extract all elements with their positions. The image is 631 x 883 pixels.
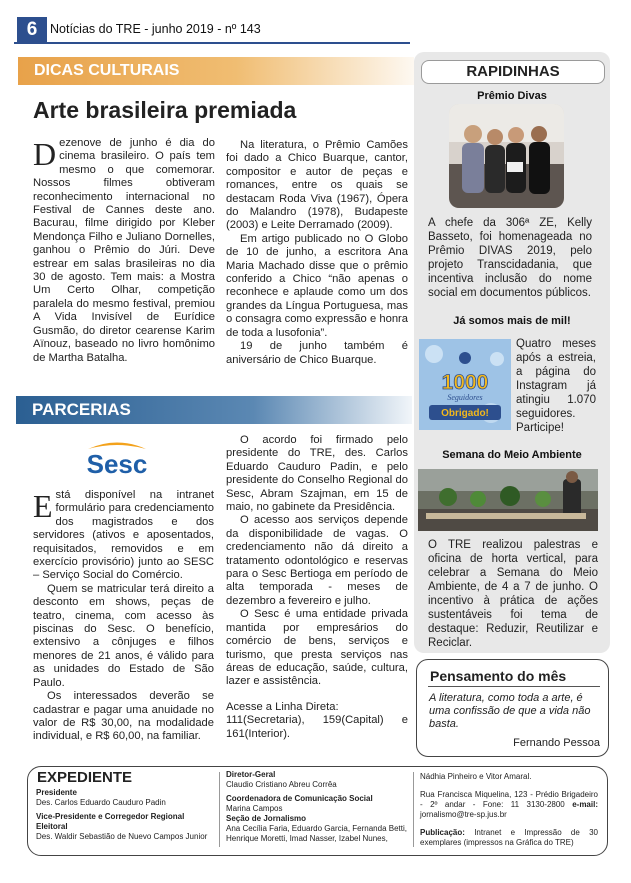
linha-direta-label: Acesse a Linha Direta: [226, 700, 339, 713]
expediente-divider [219, 772, 220, 847]
expediente-divider [413, 772, 414, 847]
publicacao-label: Publicação: [420, 828, 465, 837]
meio-ambiente-photo [418, 469, 598, 531]
endereco: Rua Francisca Miquelina, 123 - Prédio Brigadeiro - 2º andar - Fone: 11 3130-2800 [420, 790, 598, 809]
email-label: e-mail: [572, 800, 598, 809]
drop-cap: D [33, 136, 57, 172]
meio-ambiente-text: O TRE realizou palestras e oficina de horta vertical, para celebrar a Semana do Meio Ambiente, de 4 a 7 de junho. O incentivo à prática de ações sustentáveis foi tema de destaque: Reduzir, Reutilizar e Reciclar. [428, 539, 598, 649]
publicacao-text: Intranet e Impressão de 30 exemplares (impressos na Gráfica do TRE) [420, 828, 598, 847]
header-rule [14, 42, 410, 44]
instagram-1000-image [419, 339, 511, 430]
article-title: Arte brasileira premiada [33, 97, 297, 123]
secao-names-cont: Nádhia Pinheiro e Vitor Amaral. [420, 772, 532, 781]
parcerias-paragraph: Os interessados deverão se cadastrar e pagar uma anuidade no valor de R$ 30,00, na modalidade individual, e R$ 60,00, na familiar. [33, 690, 214, 743]
sesc-logo [80, 438, 154, 478]
insta-sub: Seguidores [447, 393, 483, 402]
parcerias-paragraph: O acordo foi firmado pelo presidente do TRE, des. Carlos Eduardo Cauduro Padin, e pelo presidente do Conselho Regional do Sesc, Abram Szajman, em 15 de maio, no gabinete da Presidência. [226, 434, 408, 514]
dicas-column-1 [33, 137, 215, 365]
mil-heading: Já somos mais de mil! [453, 315, 571, 327]
expediente-col-3 [420, 772, 598, 848]
dicas-paragraph: Em artigo publicado no O Globo de 10 de junho, a escritora Ana Maria Machado disse que o prêmio conferido a Chico “não apenas o reconhece e aplaude como um dos grandes da Língua Portuguesa, mas o consagra como expressão e honra de toda a lusofonia”. [226, 232, 408, 339]
dicas-paragraph: ezenove de junho é dia do cinema brasileiro. O país tem mesmo o que comemorar. Nossos filmes obtiveram reconhecimento internacional no Festival de Cannes deste ano. Bacurau, filme dirigido por Kleber Mendonça Filho e Juliano Dornelles, ganhou o Prêmio do Júri. Deve estrear em salas brasileiras no dia 30 de agosto. Tem mais: a Mostra Um Certo Olhar, competição paralela do mesmo festival, premiou A Vida Invisível de Eurídice Gusmão, do diretor cearense Karim Aïnouz, baseado no livro homônimo de Martha Batalha. [33, 137, 215, 364]
parcerias-paragraph: O acesso aos serviços depende da disponibilidade de vagas. O credenciamento não dá direito a tratamento odontológico e reservas para o Sesc Bertioga em período de alta temporada - meses de dezembro a fevereiro e julho. [226, 514, 408, 607]
meio-ambiente-heading: Semana do Meio Ambiente [442, 449, 582, 461]
email-link[interactable]: jornalismo@tre-sp.jus.br [420, 810, 507, 819]
secao-names: Ana Cecília Faria, Eduardo Garcia, Fernanda Betti, Henrique Moretti, Imad Nasser, Izabel Nunes, [226, 824, 407, 843]
divas-award-photo [449, 104, 564, 208]
dicas-paragraph: 19 de junho também é aniversário de Chico Buarque. [226, 340, 408, 366]
sesc-logo-text: Sesc [86, 449, 148, 478]
expediente-title: EXPEDIENTE [37, 769, 133, 786]
dicas-column-2 [226, 139, 408, 367]
dicas-paragraph: Na literatura, o Prêmio Camões foi dado a Chico Buarque, cantor, compositor e autor de peças e romances, entre os quais se destacam Roda Viva (1967), Ópera do Malandro (1978), Budapeste (2003) e Leite Derramado (2009). [226, 139, 408, 232]
instagram-text: Quatro meses após a estreia, a página do Instagram já atingiu 1.070 seguidores. Participe! [516, 338, 596, 434]
diretor-label: Diretor-Geral [226, 770, 276, 779]
parcerias-paragraph: O Sesc é uma entidade privada mantida por empresários do comércio de bens, serviços e turismo, que presta serviços nas áreas de educação, saúde, cultura, lazer e assistência. [226, 608, 408, 688]
coord-label: Coordenadora de Comunicação Social [226, 794, 373, 803]
pensamento-author: Fernando Pessoa [513, 737, 600, 749]
linha-direta-numbers: 111(Secretaria), 159(Capital) e 161(Interior). [226, 714, 408, 740]
rapidinhas-title: RAPIDINHAS [421, 60, 605, 84]
presidente-label: Presidente [36, 788, 77, 797]
pensamento-rule [428, 686, 600, 687]
insta-number: 1000 [441, 371, 489, 394]
divas-heading: Prêmio Divas [477, 90, 547, 102]
vice-name: Des. Waldir Sebastião de Nuevo Campos Junior [36, 832, 208, 841]
diretor-name: Claudio Cristiano Abreu Corrêa [226, 780, 337, 789]
presidente-name: Des. Carlos Eduardo Cauduro Padin [36, 798, 166, 807]
parcerias-column-2 [226, 434, 408, 741]
parcerias-paragraph: Quem se matricular terá direito a desconto em shows, peças de teatro, cinema, com acesso às piscinas do Sesc. O benefício, extensivo a cônjuges e filhos menores de 21 anos, é válido para as unidades do Estado de São Paulo. [33, 582, 214, 689]
section-bar-dicas: DICAS CULTURAIS [18, 57, 414, 85]
secao-label: Seção de Jornalismo [226, 814, 307, 823]
expediente-col-1 [36, 788, 216, 842]
parcerias-paragraph: stá disponível na intranet formulário para credenciamento dos magistrados e dos servidores (ativos e aposentados, requisitados, removidos e em exercício provisório) junto ao SESC – Serviço Social do Comércio. [33, 489, 214, 582]
drop-cap: E [33, 488, 53, 524]
expediente-col-2 [226, 770, 411, 844]
publication-line: Notícias do TRE - junho 2019 - nº 143 [50, 22, 261, 36]
section-bar-parcerias: PARCERIAS [16, 396, 412, 424]
insta-thanks: Obrigado! [441, 408, 489, 419]
coord-name: Marina Campos [226, 804, 283, 813]
pensamento-quote: A literatura, como toda a arte, é uma confissão de que a vida não basta. [429, 692, 591, 730]
pensamento-title: Pensamento do mês [430, 668, 567, 684]
parcerias-column-1 [33, 489, 214, 744]
vice-label: Vice-Presidente e Corregedor Regional Eleitoral [36, 812, 185, 831]
divas-text: A chefe da 306ª ZE, Kelly Basseto, foi homenageada no Prêmio DIVAS 2019, pelo projeto Transcidadania, que incentiva inclusão do nome social em documentos públicos. [428, 217, 592, 299]
page-number: 6 [17, 17, 47, 43]
